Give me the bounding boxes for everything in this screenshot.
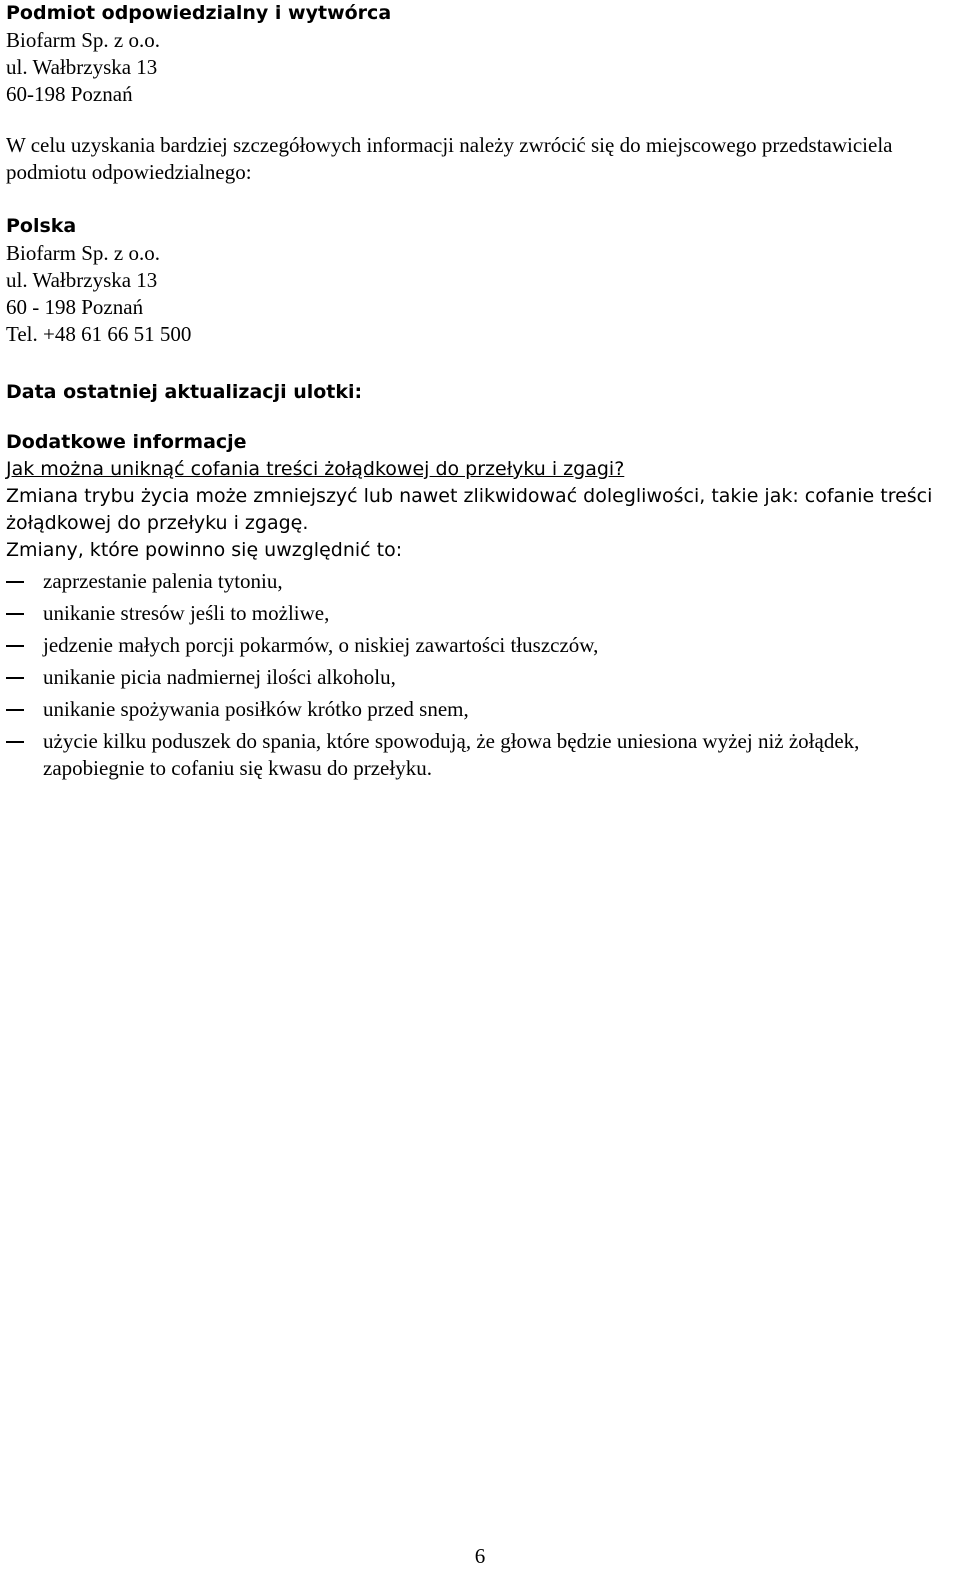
dash-bullet-icon: [6, 709, 24, 711]
representative-country: Polska: [6, 215, 77, 237]
manufacturer-heading: Podmiot odpowiedzialny i wytwórca: [6, 2, 392, 24]
additional-info-heading: Dodatkowe informacje: [6, 431, 247, 453]
additional-info-section: [6, 429, 956, 564]
page-number: 6: [474, 1544, 486, 1568]
contact-note: W celu uzyskania bardziej szczegółowych informacji należy zwrócić się do miejscowego przedstawiciela podmiotu odpowiedzialnego:: [6, 133, 893, 184]
additional-info-question: Jak można uniknąć cofania treści żołądkowej do przełyku i zgagi?: [6, 458, 625, 480]
representative-phone: Tel. +48 61 66 51 500: [6, 322, 192, 346]
list-item: [6, 664, 960, 691]
list-item-text: użycie kilku poduszek do spania, które spowodują, że głowa będzie uniesiona wyżej niż żołądek, zapobiegnie to cofaniu się kwasu do przełyku.: [43, 729, 860, 780]
dash-bullet-icon: [6, 581, 24, 583]
list-item: [6, 632, 960, 659]
update-date-label: Data ostatniej aktualizacji ulotki:: [6, 381, 363, 403]
representative-name: Biofarm Sp. z o.o.: [6, 241, 160, 265]
list-item-text: unikanie spożywania posiłków krótko przed snem,: [43, 697, 469, 721]
dash-bullet-icon: [6, 741, 24, 743]
manufacturer-city: 60-198 Poznań: [6, 82, 133, 106]
manufacturer-name: Biofarm Sp. z o.o.: [6, 28, 160, 52]
dash-bullet-icon: [6, 645, 24, 647]
representative-street: ul. Wałbrzyska 13: [6, 268, 158, 292]
additional-info-intro: Zmiana trybu życia może zmniejszyć lub nawet zlikwidować dolegliwości, takie jak: cofanie treści żołądkowej do przełyku i zgagę.: [6, 485, 933, 534]
list-item: [6, 728, 960, 782]
list-item-text: unikanie stresów jeśli to możliwe,: [43, 601, 330, 625]
dash-bullet-icon: [6, 677, 24, 679]
list-item: [6, 568, 960, 595]
list-item-text: jedzenie małych porcji pokarmów, o niskiej zawartości tłuszczów,: [43, 633, 599, 657]
representative-city: 60 - 198 Poznań: [6, 295, 144, 319]
manufacturer-section: [6, 0, 956, 108]
list-item: [6, 600, 960, 627]
list-item: [6, 696, 960, 723]
dash-bullet-icon: [6, 613, 24, 615]
list-item-text: zaprzestanie palenia tytoniu,: [43, 569, 283, 593]
manufacturer-street: ul. Wałbrzyska 13: [6, 55, 158, 79]
representative-section: [6, 213, 956, 348]
additional-info-list-intro: Zmiany, które powinno się uwzględnić to:: [6, 539, 403, 561]
lifestyle-changes-list: [6, 568, 960, 787]
list-item-text: unikanie picia nadmiernej ilości alkoholu,: [43, 665, 396, 689]
